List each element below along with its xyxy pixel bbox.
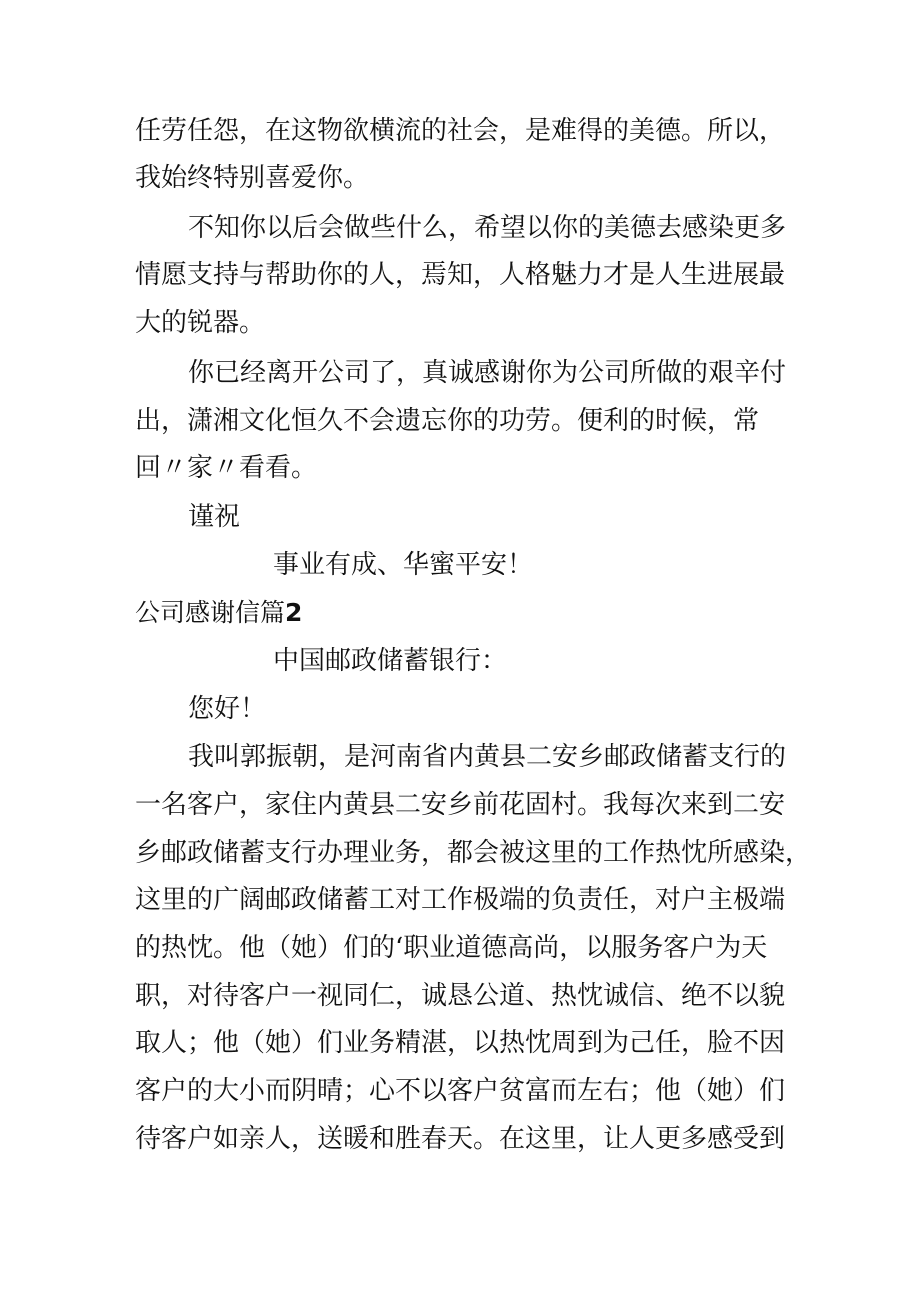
body-line: 取人；他（她）们业务精湛，以热忱周到为己任，脸不因	[135, 1028, 786, 1058]
paragraph-line: 不知你以后会做些什么，希望以你的美德去感染更多	[188, 213, 787, 243]
body-line: 一名客户，家住内黄县二安乡前花固村。我每次来到二安	[135, 790, 786, 820]
closing-salutation: 谨祝	[188, 502, 241, 532]
closing-wish: 事业有成、华蜜平安！	[273, 550, 534, 580]
paragraph-line: 你已经离开公司了，真诚感谢你为公司所做的艰辛付	[188, 358, 787, 388]
paragraph-line: 大的锐器。	[135, 308, 266, 338]
body-line: 职，对待客户一视同仁，诚恳公道、热忱诚信、绝不以貌	[135, 981, 786, 1011]
paragraph-line: 出，潇湘文化恒久不会遗忘你的功劳。便利的时候，常	[135, 406, 760, 436]
body-line: 这里的广阔邮政储蓄工对工作极端的负责任，对户主极端	[135, 885, 786, 915]
body-line: 的热忱。他（她）们的‘职业道德高尚，以服务客户为天	[135, 933, 768, 963]
section-heading	[135, 590, 795, 636]
paragraph-line: 我始终特别喜爱你。	[135, 163, 370, 193]
section-title: 公司感谢信篇	[135, 598, 286, 627]
section-number: 2	[285, 598, 303, 627]
body-line: 客户的大小而阴晴；心不以客户贫富而左右；他（她）们	[135, 1076, 786, 1106]
letter-greeting: 您好！	[188, 694, 267, 724]
body-line: 待客户如亲人，送暖和胜春天。在这里，让人更多感受到	[135, 1124, 786, 1154]
body-line: 我叫郭振朝，是河南省内黄县二安乡邮政储蓄支行的	[188, 742, 787, 772]
paragraph-line: 情愿支持与帮助你的人，焉知，人格魅力才是人生进展最	[135, 260, 786, 290]
letter-recipient: 中国邮政储蓄银行：	[273, 646, 508, 676]
paragraph-line: 任劳任怨，在这物欲横流的社会，是难得的美德。所以，	[135, 116, 786, 146]
paragraph-line: 回〃家〃看看。	[135, 453, 318, 483]
body-line: 乡邮政储蓄支行办理业务，都会被这里的工作热忱所感染，	[135, 838, 812, 868]
